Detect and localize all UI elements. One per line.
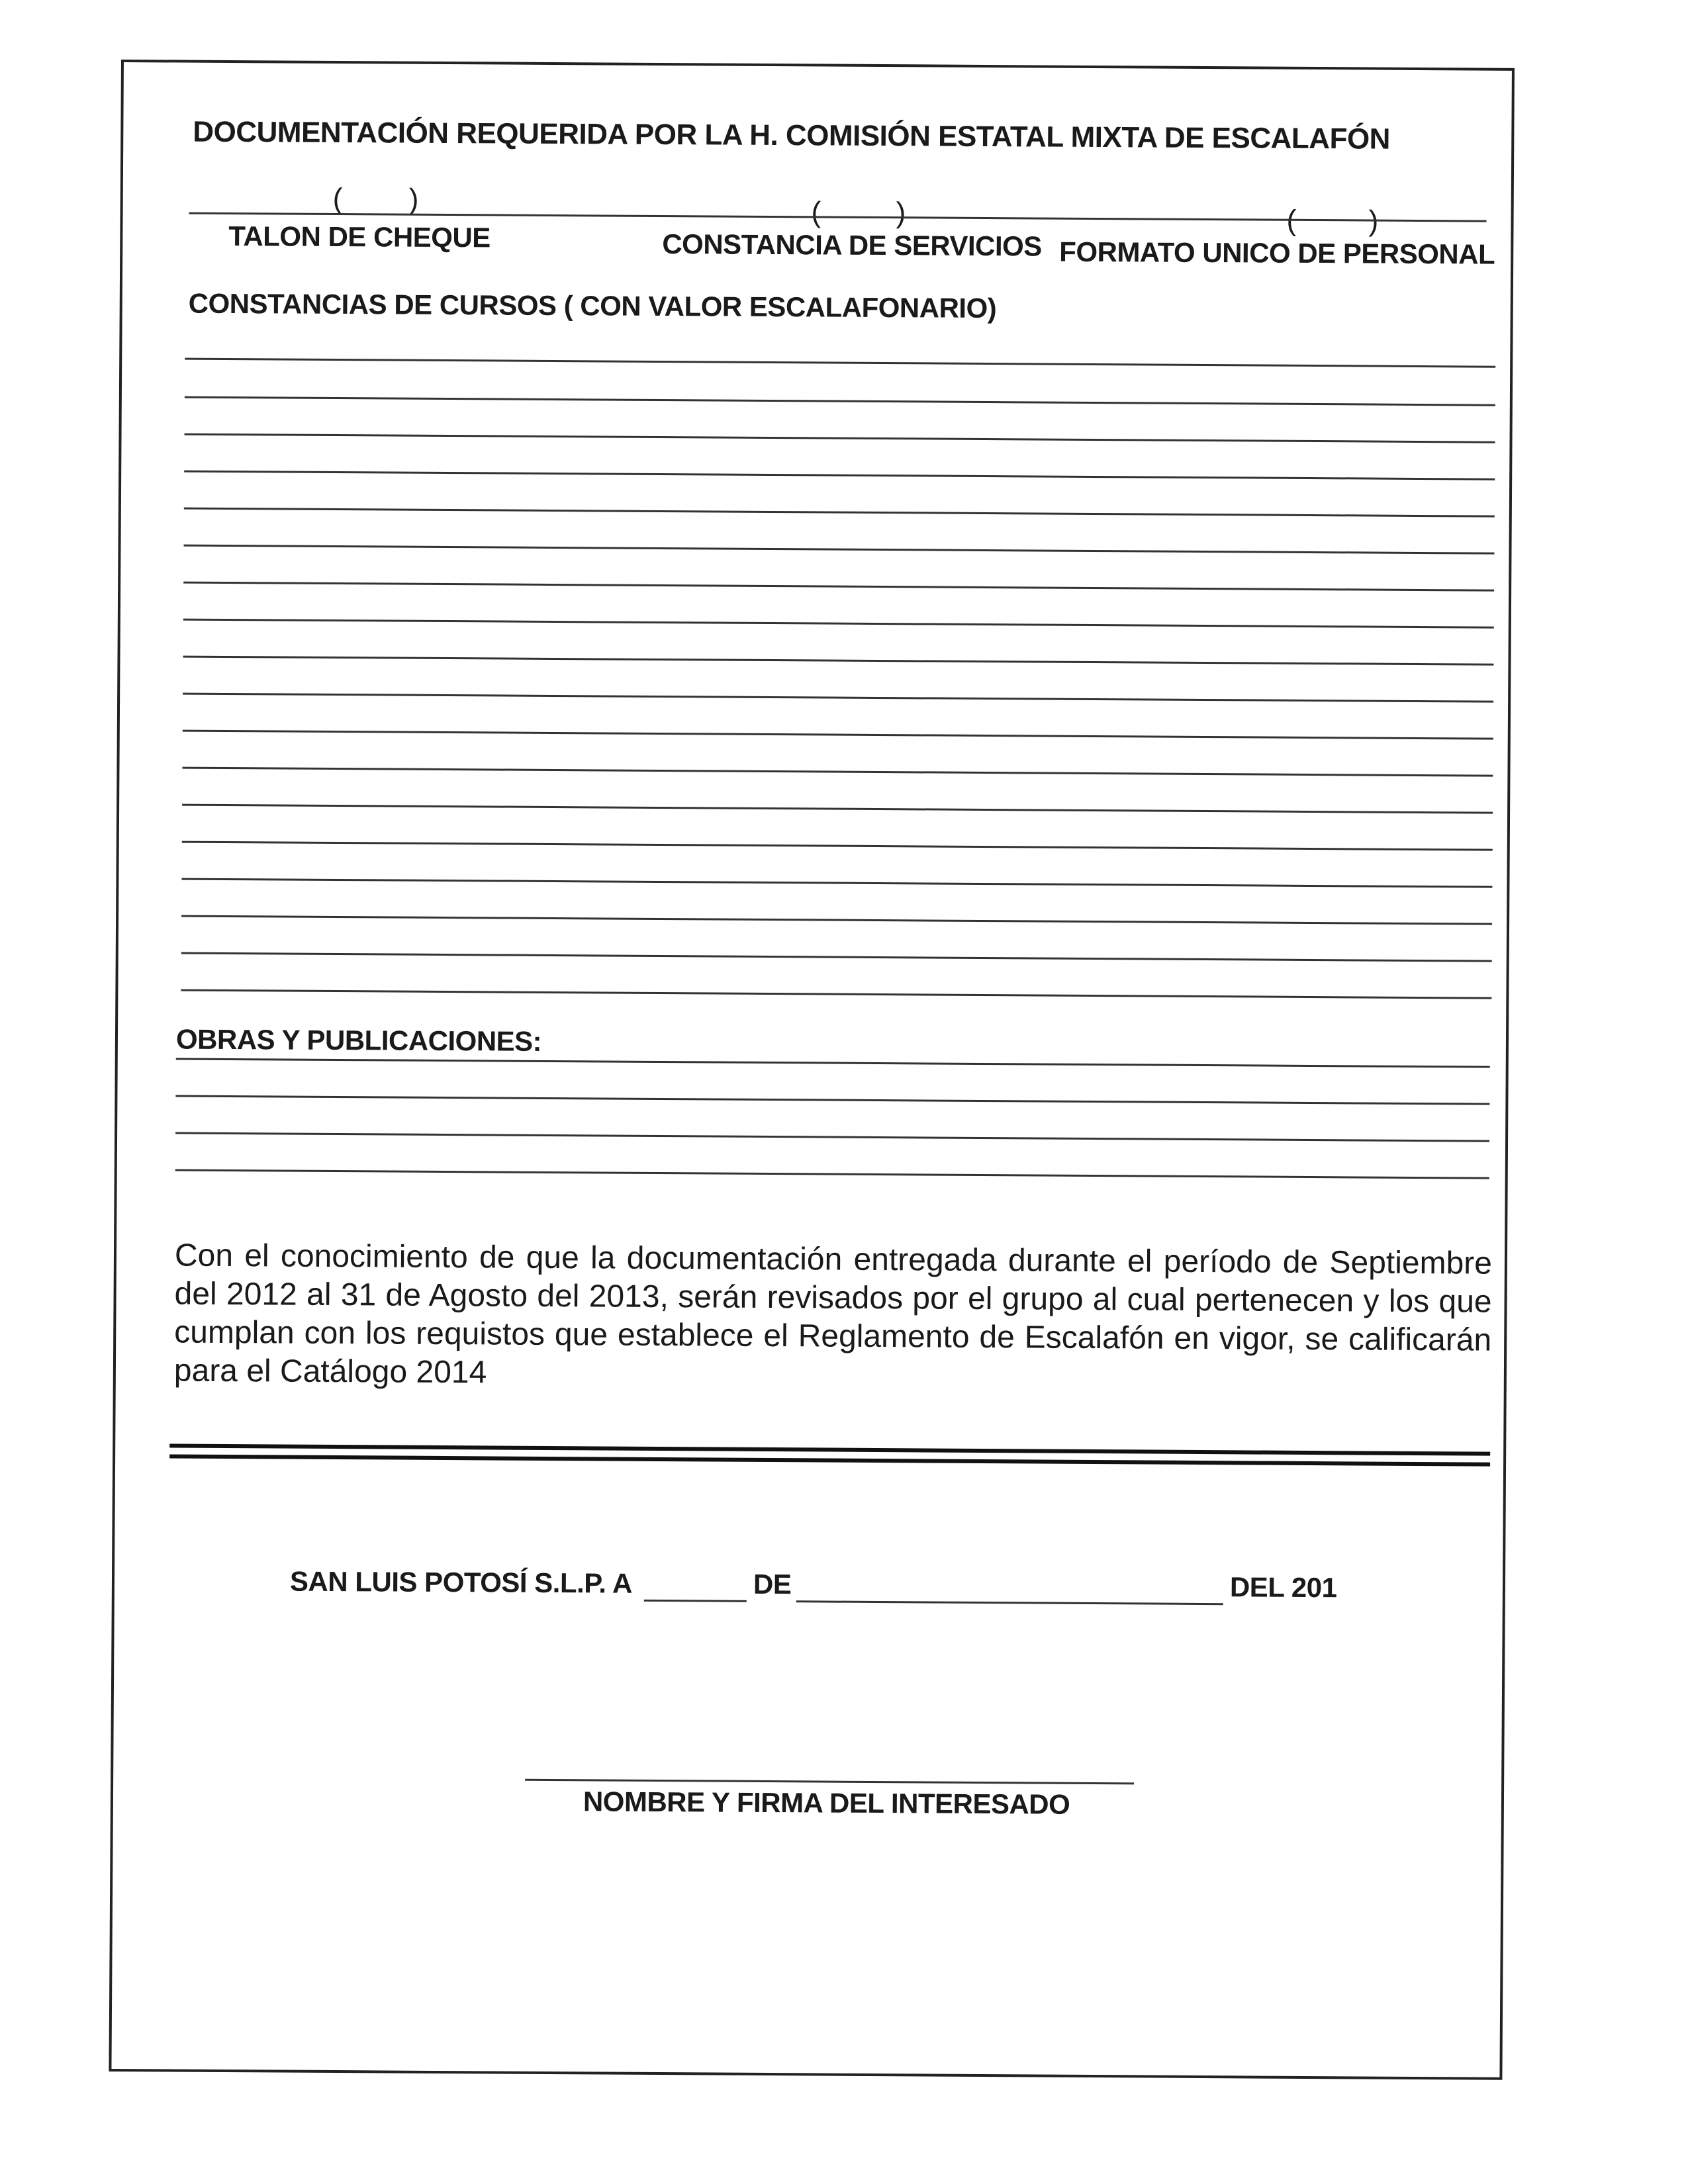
double-rule-top: [169, 1443, 1490, 1455]
cursos-line: [184, 508, 1495, 518]
constancia-bracket-close: ): [896, 197, 906, 230]
obras-line: [176, 1058, 1490, 1068]
cursos-line: [183, 582, 1494, 592]
cursos-line: [185, 433, 1495, 443]
cursos-line: [185, 358, 1495, 368]
obras-line: [175, 1095, 1489, 1105]
constancia-servicios-label: CONSTANCIA DE SERVICIOS: [662, 228, 1042, 262]
talon-bracket-close: ): [408, 183, 419, 216]
talon-cheque-label: TALON DE CHEQUE: [228, 220, 491, 253]
place-label: SAN LUIS POTOSÍ S.L.P. A: [289, 1565, 633, 1599]
month-field[interactable]: [796, 1600, 1223, 1605]
signature-line[interactable]: [525, 1779, 1134, 1785]
cursos-line: [184, 471, 1495, 480]
obras-line: [175, 1169, 1489, 1179]
talon-bracket-open: (: [332, 182, 343, 216]
cursos-line: [181, 878, 1492, 888]
notice-paragraph: Con el conocimiento de que la documentación entregada durante el período de Septiembre del 2012 al 31 de Agosto del 2013, serán revisados por el grupo al cual pertenecen y los que cumplan con los requistos que establece el Reglamento de Escalafón en vigor, se calificarán para el Catálogo 2014: [173, 1238, 1493, 1390]
formato-bracket-close: ): [1368, 205, 1379, 238]
de-label: DE: [753, 1568, 792, 1600]
cursos-line: [183, 693, 1493, 703]
cursos-line: [182, 841, 1493, 851]
cursos-line: [181, 952, 1492, 962]
year-label: DEL 201: [1229, 1571, 1337, 1604]
cursos-line: [183, 656, 1493, 666]
formato-unico-label: FORMATO UNICO DE PERSONAL: [1059, 236, 1495, 270]
double-rule-bottom: [169, 1454, 1490, 1466]
form-title: DOCUMENTACIÓN REQUERIDA POR LA H. COMISIÓN ESTATAL MIXTA DE ESCALAFÓN: [193, 115, 1391, 156]
constancia-bracket-open: (: [811, 196, 821, 229]
formato-bracket-open: (: [1286, 204, 1297, 237]
cursos-line: [181, 989, 1491, 999]
cursos-line: [182, 767, 1493, 777]
cursos-line: [182, 804, 1493, 814]
day-field[interactable]: [644, 1600, 747, 1602]
cursos-heading: CONSTANCIAS DE CURSOS ( CON VALOR ESCALAFONARIO): [188, 287, 997, 324]
cursos-line: [183, 619, 1494, 629]
signature-label: NOMBRE Y FIRMA DEL INTERESADO: [583, 1786, 1070, 1820]
obras-heading: OBRAS Y PUBLICACIONES:: [175, 1023, 542, 1057]
cursos-line: [183, 730, 1493, 740]
obras-line: [175, 1132, 1489, 1142]
cursos-line: [184, 545, 1495, 555]
cursos-line: [185, 396, 1495, 406]
cursos-line: [181, 915, 1492, 925]
form-frame: [109, 60, 1515, 2080]
